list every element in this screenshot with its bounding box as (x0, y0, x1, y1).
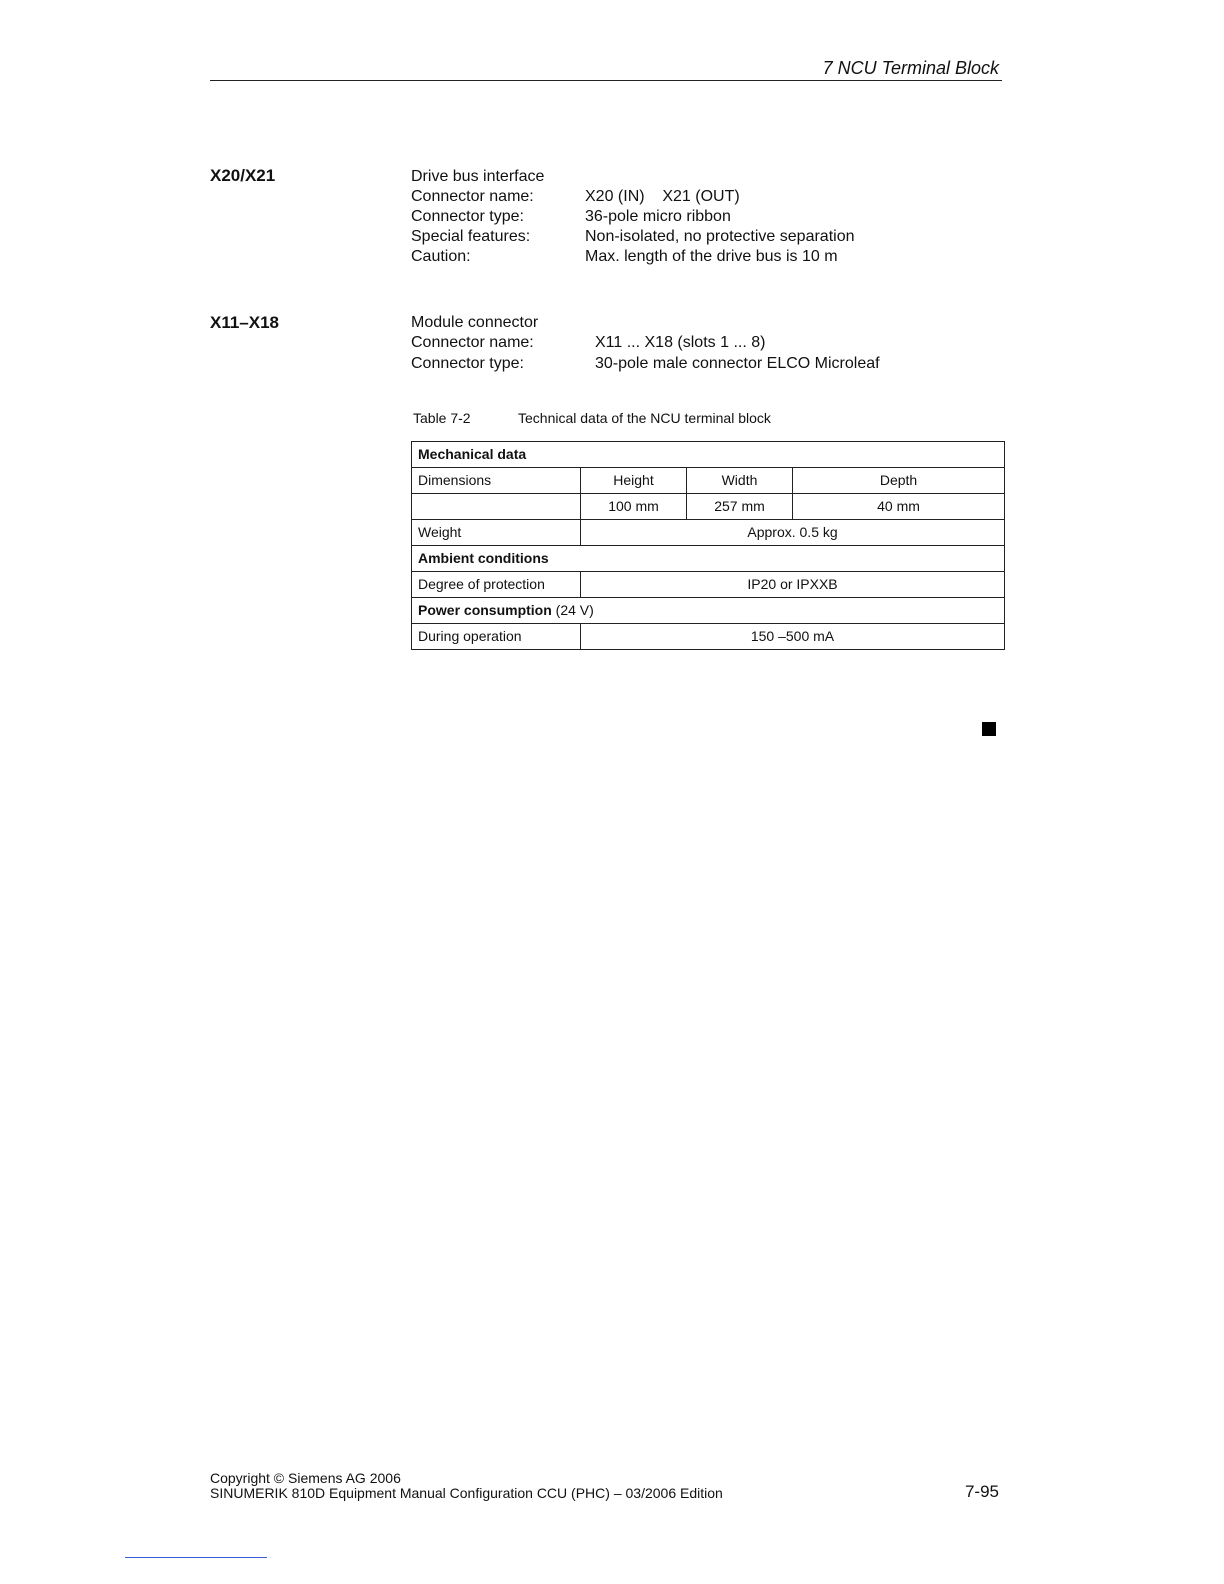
table-cell: Depth (793, 468, 1005, 494)
table-row (412, 598, 1005, 624)
table-cell (412, 494, 581, 520)
bottom-link-rule (125, 1557, 267, 1558)
spec-value: Max. length of the drive bus is 10 m (585, 248, 838, 265)
table-cell: Weight (412, 520, 581, 546)
section-heading-drive-bus: Drive bus interface (411, 168, 545, 185)
power-heading-suffix: (24 V) (551, 602, 594, 618)
section-heading-module-connector: Module connector (411, 314, 539, 331)
table-section-heading (412, 598, 1005, 624)
footer-copyright: Copyright © Siemens AG 2006 (210, 1470, 401, 1486)
table-cell: During operation (412, 624, 581, 650)
table-row (412, 494, 1005, 520)
technical-data-table (411, 441, 1005, 650)
table-caption-number: Table 7-2 (413, 410, 471, 426)
table-section-heading: Ambient conditions (412, 546, 1005, 572)
table-row (412, 442, 1005, 468)
table-cell: Height (581, 468, 687, 494)
spec-value: X11 ... X18 (slots 1 ... 8) (595, 334, 766, 351)
table-cell: 257 mm (687, 494, 793, 520)
spec-value: X20 (IN) X21 (OUT) (585, 188, 740, 205)
table-cell: Approx. 0.5 kg (581, 520, 1005, 546)
power-heading-bold: Power consumption (418, 602, 552, 618)
table-cell: Width (687, 468, 793, 494)
spec-key: Connector type: (411, 355, 524, 372)
table-cell: 150 –500 mA (581, 624, 1005, 650)
table-cell: 100 mm (581, 494, 687, 520)
table-section-heading: Mechanical data (412, 442, 1005, 468)
spec-key: Connector type: (411, 208, 524, 225)
table-row (412, 572, 1005, 598)
spec-value: 36-pole micro ribbon (585, 208, 731, 225)
table-cell: Dimensions (412, 468, 581, 494)
table-row (412, 520, 1005, 546)
table-row (412, 624, 1005, 650)
spec-key: Caution: (411, 248, 471, 265)
section-label-x11-x18: X11–X18 (210, 313, 280, 332)
header-rule (210, 80, 1002, 81)
table-row (412, 546, 1005, 572)
end-of-section-mark (982, 722, 996, 736)
page-number: 7-95 (964, 1482, 999, 1501)
table-cell: Degree of protection (412, 572, 581, 598)
table-caption-text: Technical data of the NCU terminal block (518, 410, 771, 426)
running-header: 7 NCU Terminal Block (822, 58, 999, 78)
spec-value: Non-isolated, no protective separation (585, 228, 855, 245)
spec-key: Connector name: (411, 188, 534, 205)
table-row (412, 468, 1005, 494)
spec-key: Connector name: (411, 334, 534, 351)
spec-value: 30-pole male connector ELCO Microleaf (595, 355, 880, 372)
footer-manual-title: SINUMERIK 810D Equipment Manual Configuration CCU (PHC) – 03/2006 Edition (210, 1485, 723, 1501)
spec-key: Special features: (411, 228, 531, 245)
table-cell: 40 mm (793, 494, 1005, 520)
section-label-x20-x21: X20/X21 (210, 166, 276, 185)
table-cell: IP20 or IPXXB (581, 572, 1005, 598)
